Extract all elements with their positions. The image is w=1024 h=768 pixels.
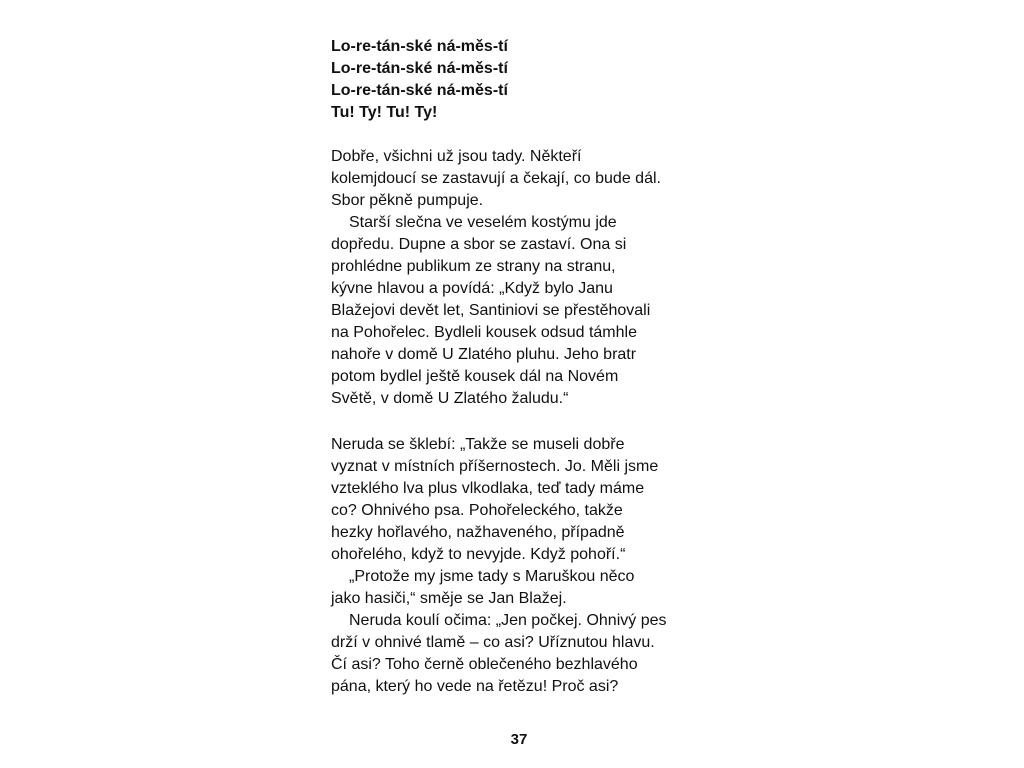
text-line: kývne hlavou a povídá: „Když bylo Janu <box>331 280 613 297</box>
text-line: Světě, v domě U Zlatého žaludu.“ <box>331 390 569 407</box>
text-line: prohlédne publikum ze strany na stranu, <box>331 258 616 275</box>
chant-line: Lo-re-tán-ské ná-měs-tí <box>331 60 508 77</box>
text-line: Dobře, všichni už jsou tady. Někteří <box>331 148 582 165</box>
text-line: Sbor pěkně pumpuje. <box>331 192 484 209</box>
text-line: drží v ohnivé tlamě – co asi? Uříznutou hlavu. <box>331 634 655 651</box>
chant-line: Tu! Ty! Tu! Ty! <box>331 104 438 121</box>
text-line: vyznat v místních příšernostech. Jo. Měli jsme <box>331 458 659 475</box>
text-line: na Pohořelec. Bydleli kousek odsud támhle <box>331 324 637 341</box>
page-number: 37 <box>510 731 528 748</box>
chant-line: Lo-re-tán-ské ná-měs-tí <box>331 38 508 55</box>
text-line: „Protože my jsme tady s Maruškou něco <box>349 568 635 585</box>
text-line: jako hasiči,“ směje se Jan Blažej. <box>331 590 567 607</box>
text-line: co? Ohnivého psa. Pohořeleckého, takže <box>331 502 623 519</box>
text-line: hezky hořlavého, nažhaveného, případně <box>331 524 625 541</box>
text-line: pána, který ho vede na řetězu! Proč asi? <box>331 678 619 695</box>
text-line: Starší slečna ve veselém kostýmu jde <box>349 214 617 231</box>
text-line: nahoře v domě U Zlatého pluhu. Jeho bratr <box>331 346 637 363</box>
text-line: ohořelého, když to nevyjde. Když pohoří.“ <box>331 546 626 563</box>
text-line: kolemjdoucí se zastavují a čekají, co bude dál. <box>331 170 661 187</box>
text-line: dopředu. Dupne a sbor se zastaví. Ona si <box>331 236 627 253</box>
text-line: Neruda koulí očima: „Jen počkej. Ohnivý pes <box>349 612 667 629</box>
text-line: Blažejovi devět let, Santiniovi se přestěhovali <box>331 302 651 319</box>
text-line: Čí asi? Toho černě oblečeného bezhlavého <box>331 656 638 673</box>
chant-line: Lo-re-tán-ské ná-měs-tí <box>331 82 508 99</box>
text-line: Neruda se šklebí: „Takže se museli dobře <box>331 436 625 453</box>
text-line: vzteklého lva plus vlkodlaka, teď tady máme <box>331 480 645 497</box>
text-line: potom bydlel ještě kousek dál na Novém <box>331 368 619 385</box>
